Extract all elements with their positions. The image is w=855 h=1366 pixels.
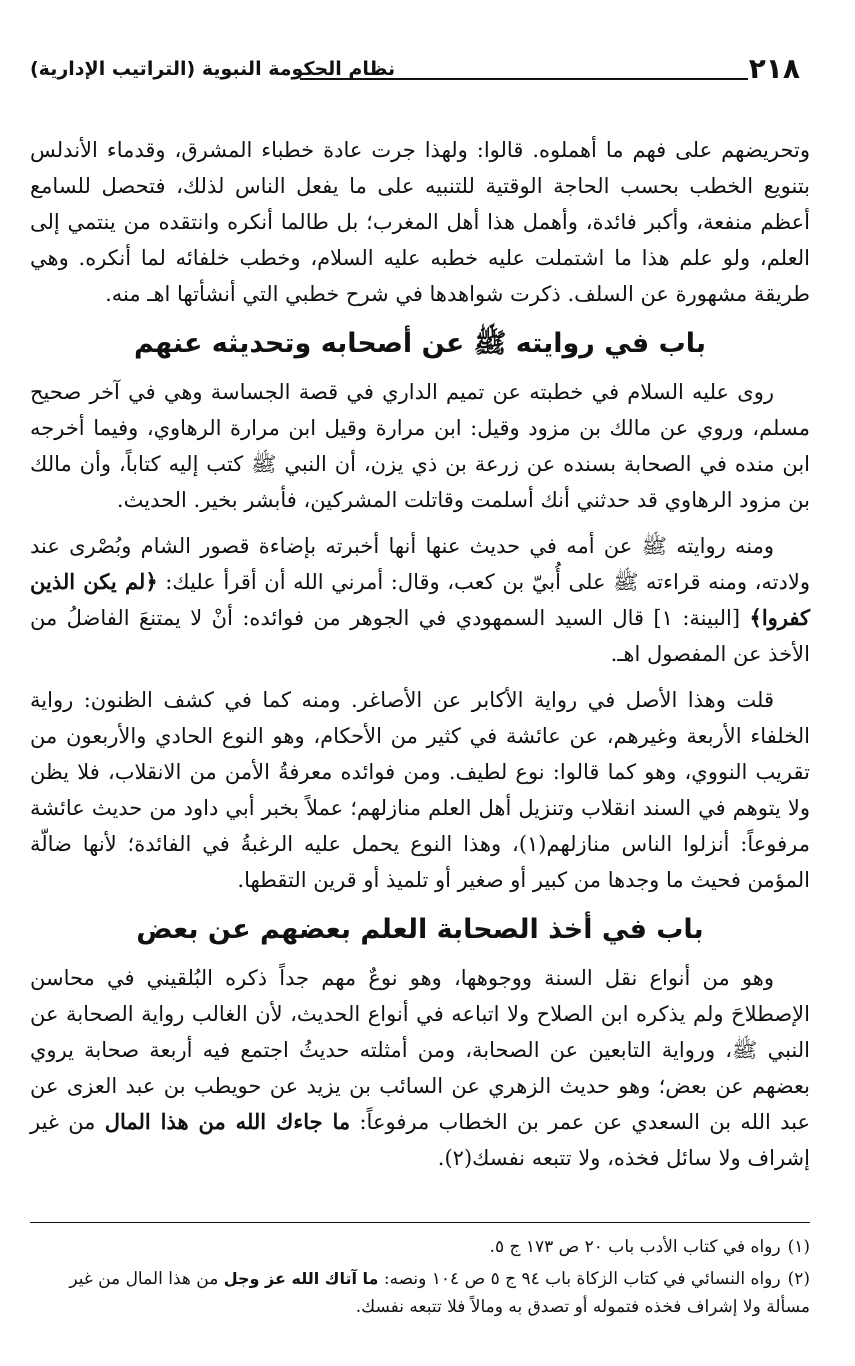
paragraph-tamim-dari: روى عليه السلام في خطبته عن تميم الداري في قصة الجساسة وهي في آخر صحيح مسلم، وروي عن مالك بن مزود وقيل: ابن مرارة وقيل ابن مرارة الرهاوي، وفيما أخرجه ابن منده في الصحابة بسنده عن زرعة بن ذي يزن، أن النبي ﷺ كتب إليه كتاباً، وأن مالك بن مزود الرهاوي قد حدثني أنك أسلمت وقاتلت المشركين، فأبشر بخير. الحديث. bbox=[30, 380, 810, 512]
footnote-text-part: من هذا المال من غير مسألة ولا إشراف فخذه فتموله أو تصدق به ومالاً فلا تتبعه نفسك. bbox=[69, 1269, 810, 1317]
footnote-quote: ما آتاك الله عز وجل bbox=[223, 1269, 379, 1288]
footnote-text: رواه في كتاب الأدب باب ٢٠ ص ١٧٣ ج ٥. bbox=[489, 1237, 781, 1257]
paragraph-text: من غير إشراف ولا سائل فخذه، ولا تتبعه نفسك(٢). bbox=[30, 1110, 810, 1170]
hadith-quote: ما جاءك الله من هذا المال bbox=[104, 1109, 351, 1134]
footnote-2 bbox=[30, 1265, 810, 1321]
footnote-mark: (١) bbox=[787, 1237, 810, 1257]
section-heading-companions: باب في أخذ الصحابة العلم بعضهم عن بعض bbox=[136, 914, 704, 945]
footnote-1 bbox=[30, 1233, 810, 1261]
paragraph-elders-from-juniors: قلت وهذا الأصل في رواية الأكابر عن الأصاغر. ومنه كما في كشف الظنون: رواية الخلفاء الأربعة وغيرهم، عن عائشة في كثير من الأحكام، وهو النوع الحادي والأربعون من تقريب النووي، وهو كما قالوا: نوع لطيف. ومن فوائده معرفةُ الأمن من الانقلاب، فلا يظن ولا يتوهم في السند انقلاب وتنزيل أهل العلم منازلهم؛ عملاً بخبر أبي داود من حديث عائشة مرفوعاً: أنزلوا الناس منازلهم(١)، وهذا النوع يحمل عليه الرغبةُ في الفائدة؛ لأنها ضالّة المؤمن فحيث ما وجدها من كبير أو صغير أو تلميذ أو قرين التقطها. bbox=[30, 688, 811, 892]
intro-paragraph: وتحريضهم على فهم ما أهملوه. قالوا: ولهذا جرت عادة خطباء المشرق، وقدماء الأندلس بتنويع الخطب بحسب الحاجة الوقتية للتنبيه على ما يفعل الناس لذلك، فتحصل للسامع أعظم منفعة، وأكبر فائدة، وأهمل هذا أهل المغرب؛ بل طالما أنكره وانتقده من ينتمي إلى العلم، ولو علم هذا ما اشتملت عليه خطبه عليه السلام، وخطب خلفائه لما أنكره. وهي طريقة مشهورة عن السلف. ذكرت شواهدها في شرح خطبي التي أنشأتها اهـ منه. bbox=[30, 138, 810, 306]
paragraph-text: [البينة: ١] قال السيد السمهودي في الجوهر من فوائده: أنْ لا يمتنعَ الفاضلُ من الأخذ عن المفصول اهـ. bbox=[30, 606, 810, 666]
footnotes bbox=[30, 1222, 810, 1325]
paragraph-text: وهو من أنواع نقل السنة ووجوهها، وهو نوعٌ مهم جداً ذكره البُلقيني في محاسن الإصطلاحَ ولم يذكره ابن الصلاح ولا اتباعه في أنواع الحديث، لأن الغالب رواية الصحابة عن النبي ﷺ، ورواية التابعين عن الصحابة، ومن أمثلته حديثُ اجتمع فيه أربعة صحابة يروي بعضهم عن بعض؛ وهو حديث الزهري عن السائب بن يزيد عن حويطب بن عبد العزى عن عبد الله بن السعدي عن عمر بن الخطاب مرفوعاً: bbox=[30, 966, 810, 1134]
quran-quote: ﴿لم يكن الذين كفروا﴾ bbox=[30, 569, 811, 630]
page-number: ٢١٨ bbox=[748, 52, 800, 85]
main-text bbox=[30, 132, 810, 1186]
running-title: نظام الحكومة النبوية (التراتيب الإدارية) bbox=[30, 58, 396, 80]
section-heading-narration: باب في روايته ﷺ عن أصحابه وتحديثه عنهم bbox=[133, 328, 707, 359]
paragraph-companions-chain bbox=[30, 960, 810, 1176]
footnote-text-part: رواه النسائي في كتاب الزكاة باب ٩٤ ج ٥ ص ١٠٤ ونصه: bbox=[378, 1269, 781, 1289]
page-header bbox=[30, 52, 800, 92]
footnote-text bbox=[69, 1269, 810, 1317]
paragraph-mother-narration bbox=[30, 528, 810, 672]
paragraph-text: ومنه روايته ﷺ عن أمه في حديث عنها أنها أخبرته بإضاءة قصور الشام وبُصْرى عند ولادته، ومنه قراءته ﷺ على أُبيّ بن كعب، وقال: أمرني الله أن أقرأ عليك: bbox=[30, 534, 810, 594]
footnote-mark: (٢) bbox=[787, 1269, 810, 1289]
